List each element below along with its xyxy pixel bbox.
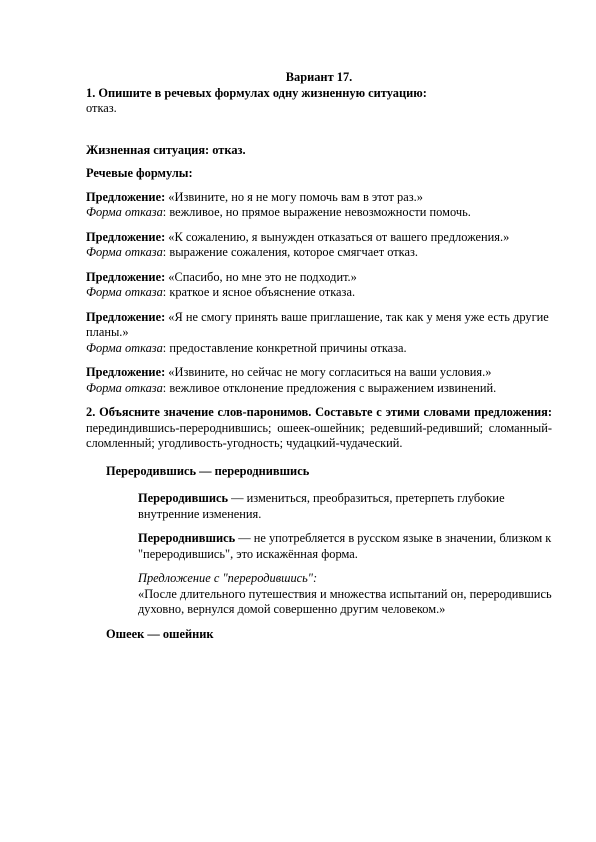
spacer (86, 117, 552, 143)
task1-heading: 1. Опишите в речевых формулах одну жизненную ситуацию: (86, 85, 427, 100)
spacer (86, 479, 552, 491)
form-label: Форма отказа (86, 205, 163, 219)
sentence-text: «К сожалению, я вынужден отказаться от вашего предложения.» (165, 229, 510, 244)
task2-paragraph (86, 405, 552, 452)
formula-item (86, 365, 552, 396)
formula-sentence (86, 365, 552, 381)
variant-title: Вариант 17. (285, 70, 353, 84)
pair1-heading: Переродившись — перероднившись (106, 463, 310, 478)
form-text: : краткое и ясное объяснение отказа. (162, 285, 356, 299)
formula-form (86, 381, 552, 397)
sentence-text: «Извините, но я не могу помочь вам в этот раз.» (165, 189, 423, 204)
form-label: Форма отказа (86, 380, 163, 395)
formula-form (86, 285, 552, 301)
formula-item (86, 230, 552, 261)
formula-sentence (86, 190, 552, 206)
formula-form (86, 205, 552, 221)
pair1-def1: — измениться, преобразиться, претерпеть глубокие внутренние изменения. (138, 491, 505, 521)
formula-sentence (86, 270, 552, 286)
formula-item (86, 190, 552, 221)
sentence-label: Предложение: (86, 189, 166, 204)
form-text: : предоставление конкретной причины отказа. (162, 340, 407, 355)
sentence-label: Предложение: (86, 365, 166, 379)
pair1-example (86, 571, 552, 618)
pair1-definition-1 (86, 491, 552, 522)
sentence-text: «Спасибо, но мне это не подходит.» (165, 269, 357, 284)
pair1-example-label: Предложение с "переродившись": (138, 571, 318, 585)
formula-form (86, 341, 552, 357)
spacer (86, 182, 552, 190)
spacer (86, 158, 552, 166)
sentence-label: Предложение: (86, 309, 166, 324)
document-page (86, 70, 552, 642)
task2-heading: 2. Объясните значение слов-паронимов. Составьте с этими словами предложения: (86, 405, 552, 419)
form-text: : вежливое отклонение предложения с выражением извинений. (162, 380, 497, 395)
formulas-heading: Речевые формулы: (86, 166, 193, 180)
formula-sentence (86, 310, 552, 341)
situation-label: Жизненная ситуация: отказ. (86, 142, 246, 157)
form-text: : выражение сожаления, которое смягчает отказ. (162, 245, 419, 259)
sentence-text: «Я не смогу принять ваше приглашение, так как у меня уже есть другие планы.» (86, 309, 549, 339)
form-label: Форма отказа (86, 245, 163, 259)
form-label: Форма отказа (86, 340, 163, 355)
spacer (86, 452, 552, 464)
task2-text: перединдившись-перероднившись; ошеек-ошейник; редевший-редивший; сломанный-сломленный; угодливость-угодность; чудацкий-чудаческий. (86, 420, 552, 450)
formula-form (86, 245, 552, 261)
pair1-term2: Перероднившись (138, 531, 236, 545)
formula-sentence (86, 230, 552, 246)
task1-topic: отказ. (86, 101, 117, 115)
form-label: Форма отказа (86, 285, 163, 299)
form-text: : вежливое, но прямое выражение невозможности помочь. (162, 205, 471, 219)
sentence-label: Предложение: (86, 229, 166, 244)
pair1-term1: Переродившись (138, 491, 229, 505)
pair1-example-text: «После длительного путешествия и множества испытаний он, переродившись духовно, вернулся домой совершенно другим человеком.» (138, 586, 552, 616)
pair1-def2: — не употребляется в русском языке в значении, близком к "переродившись", это искажённая форма. (138, 531, 552, 561)
pair2-heading: Ошеек — ошейник (106, 626, 214, 641)
sentence-label: Предложение: (86, 269, 166, 284)
formula-item (86, 310, 552, 357)
formula-item (86, 270, 552, 301)
sentence-text: «Извините, но сейчас не могу согласиться на ваши условия.» (165, 365, 492, 379)
pair1-definition-2 (86, 531, 552, 562)
